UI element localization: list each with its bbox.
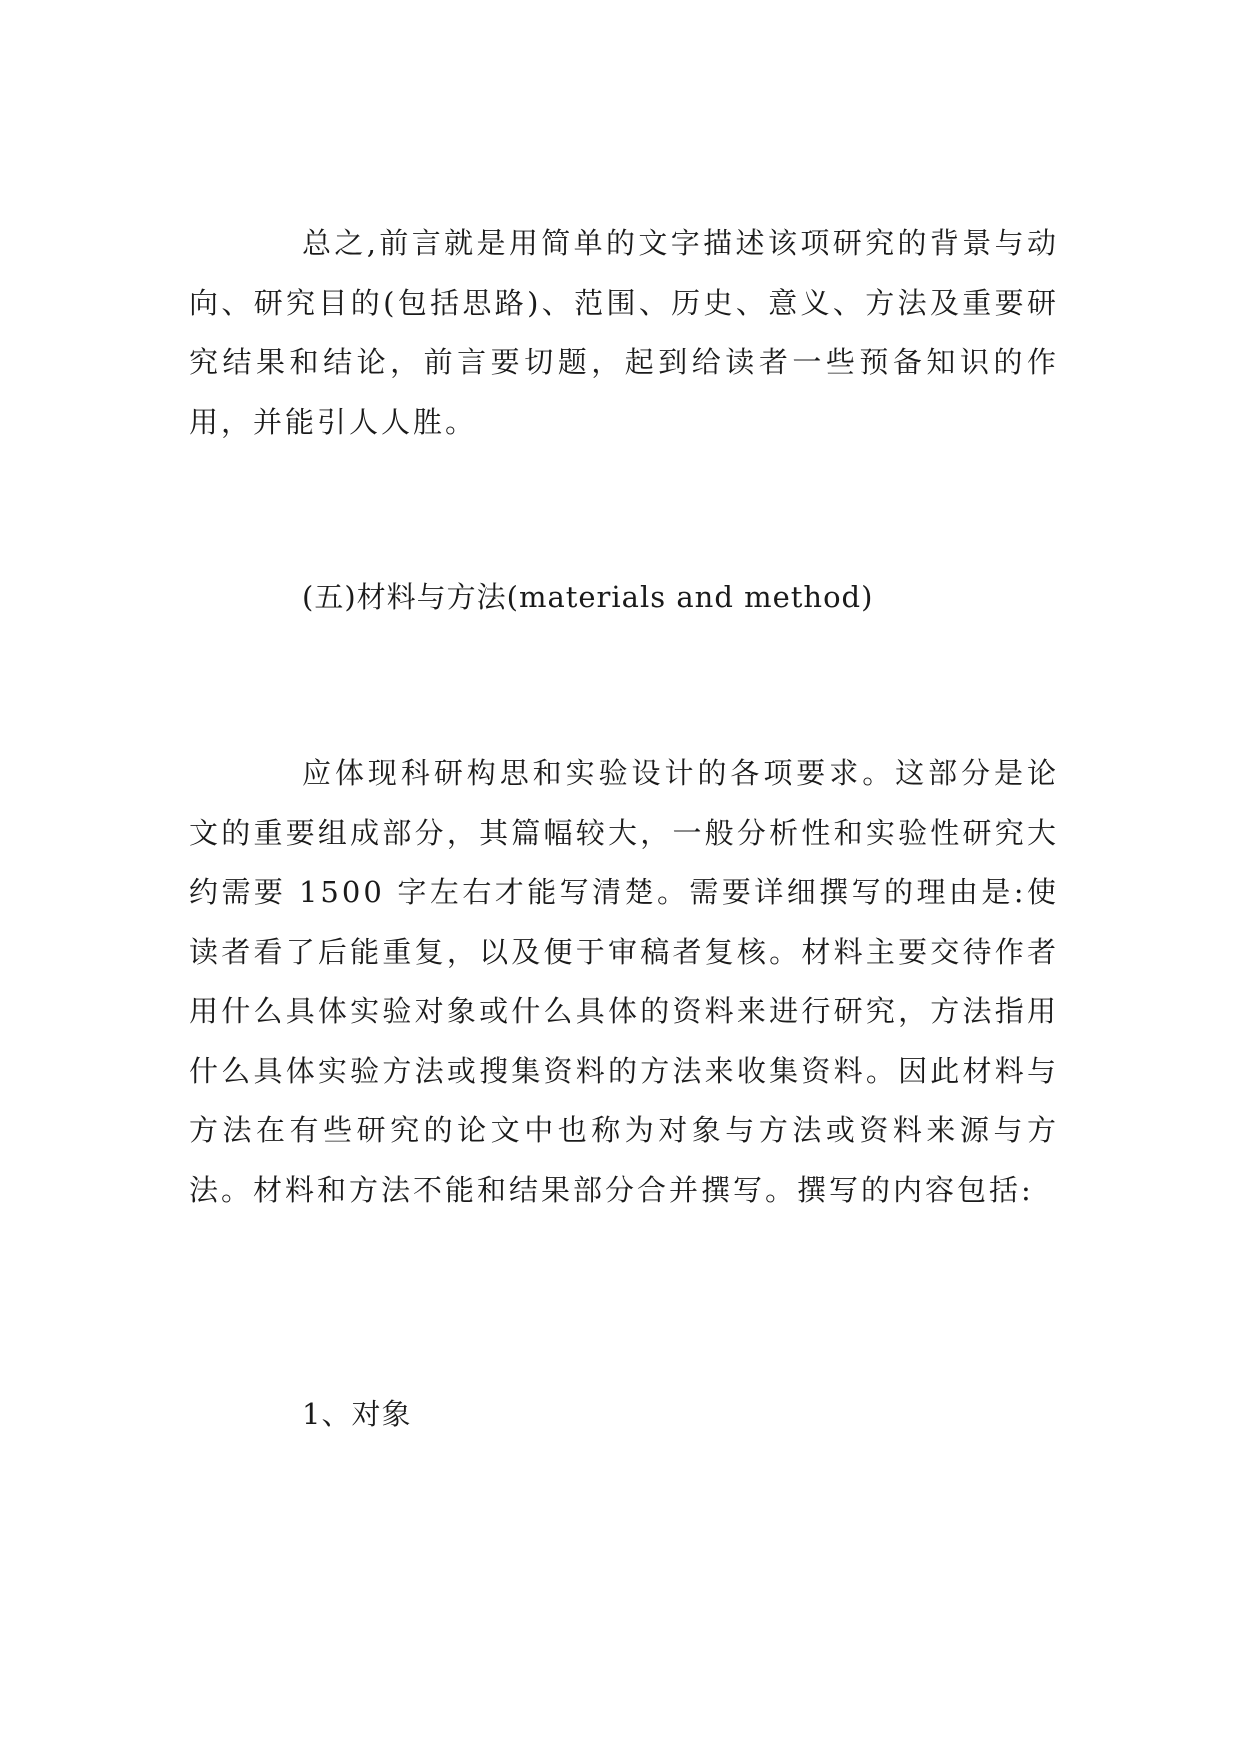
subheading-objects: 1、对象 — [302, 1397, 412, 1431]
section-heading-materials-and-method: (五)材料与方法(materials and method) — [302, 580, 874, 614]
paragraph-materials-and-method: 应体现科研构思和实验设计的各项要求。这部分是论文的重要组成部分，其篇幅较大，一般分析性和实验性研究大约需要 1500 字左右才能写清楚。需要详细撰写的理由是:使读者看了后能重复，以及便于审稿者复核。材料主要交待作者用什么具体实验对象或什么具体的资料来进行研究，方法指用什么具体实验方法或搜集资料的方法来收集资料。因此材料与方法在有些研究的论文中也称为对象与方法或资料来源与方法。材料和方法不能和结果部分合并撰写。撰写的内容包括: — [189, 756, 1059, 1207]
paragraph-introduction-summary: 总之,前言就是用简单的文字描述该项研究的背景与动向、研究目的(包括思路)、范围、历史、意义、方法及重要研究结果和结论，前言要切题，起到给读者一些预备知识的作用，并能引人人胜。 — [189, 226, 1059, 439]
